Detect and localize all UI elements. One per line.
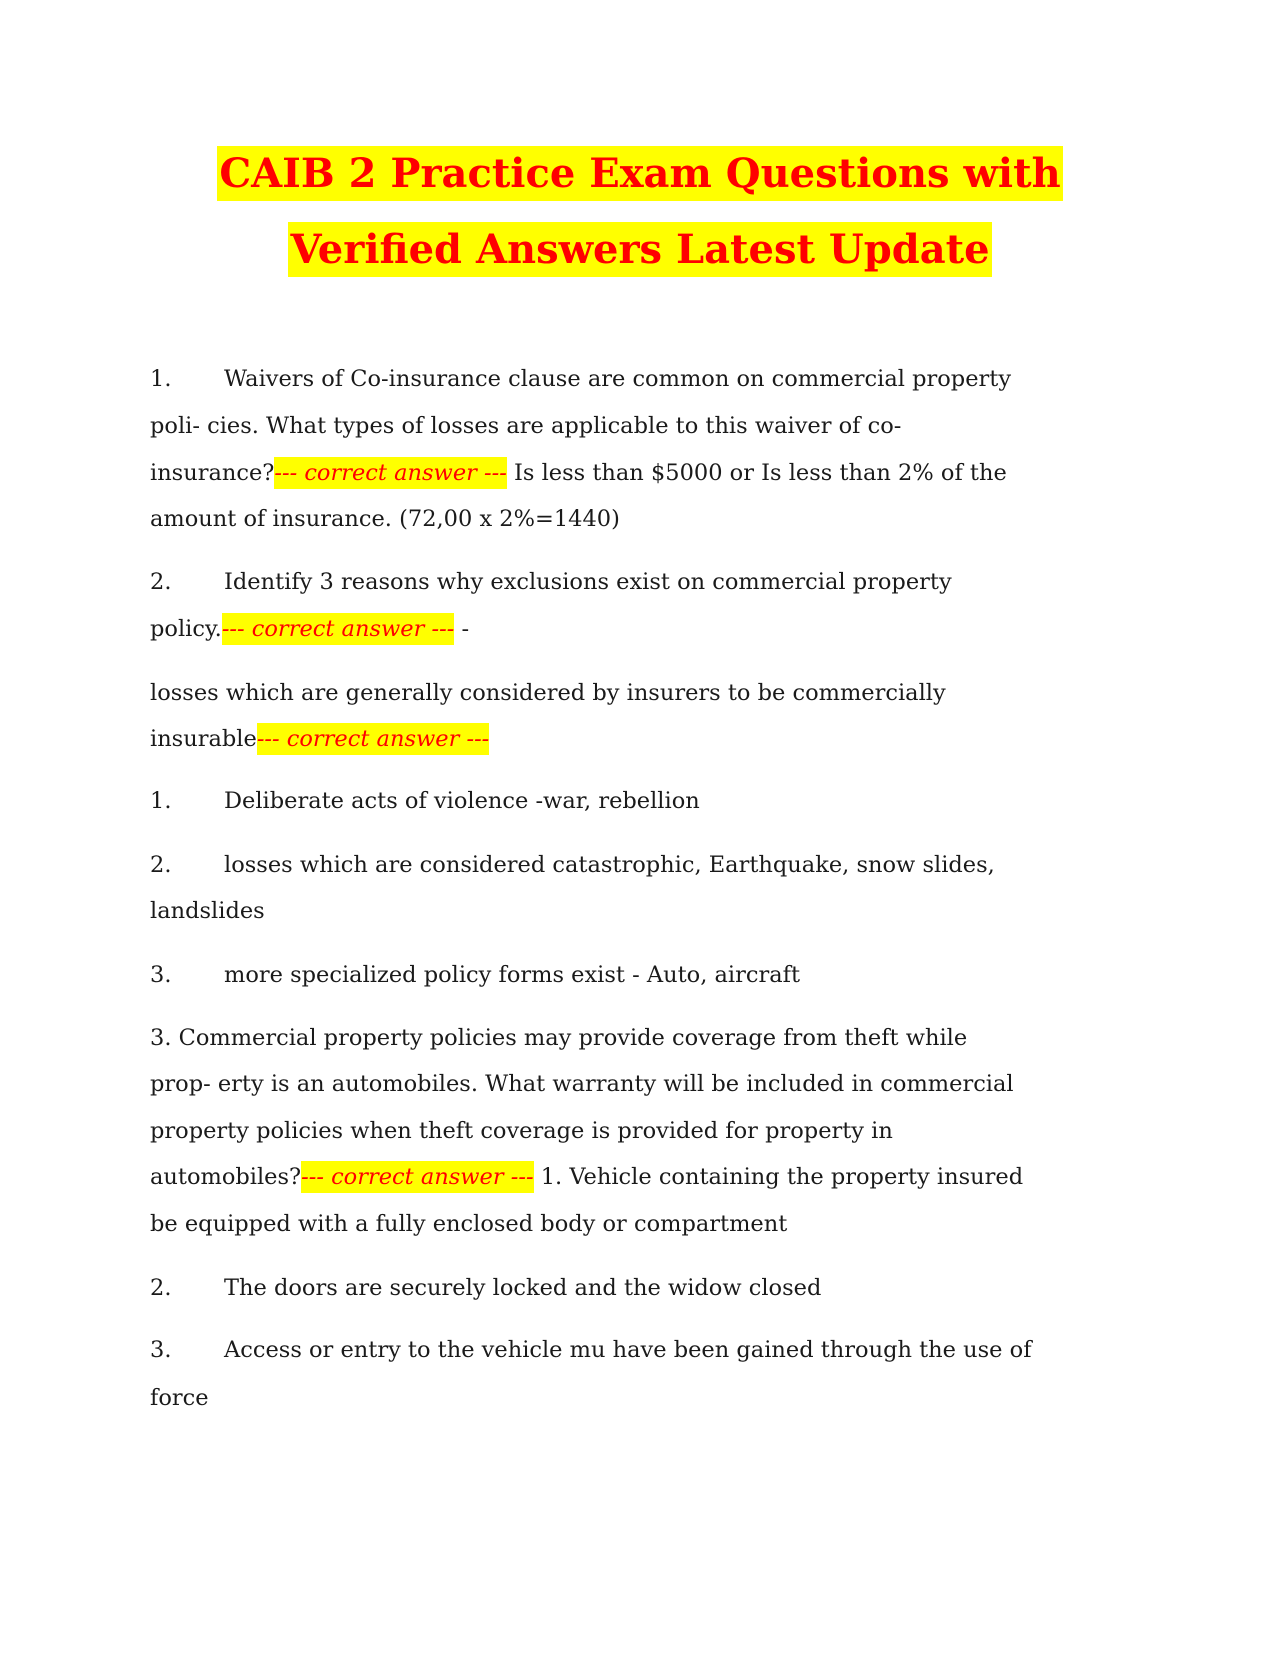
text-line — [150, 1069, 1014, 1099]
text-segment: Identify 3 reasons why exclusions exist on commercial property — [224, 569, 952, 595]
text-segment: policy. — [150, 616, 222, 642]
text-segment: Deliberate acts of violence -war, rebellion — [224, 788, 700, 814]
text-segment: force — [150, 1385, 209, 1411]
text-line — [150, 1335, 1032, 1365]
text-line — [150, 1023, 967, 1053]
text-segment: insurance? — [150, 460, 275, 486]
text-segment: landslides — [150, 898, 265, 924]
text-line — [150, 411, 901, 441]
list-number: 2. — [150, 852, 172, 878]
list-number: 3. — [150, 962, 172, 988]
list-number: 1. — [150, 788, 172, 814]
list-number: 1. — [150, 366, 172, 392]
text-line — [150, 1116, 893, 1146]
document-title-line-2 — [0, 226, 1280, 273]
text-line — [150, 724, 489, 754]
text-segment: losses which are generally considered by insurers to be commercially — [150, 680, 946, 706]
text-line — [150, 458, 1007, 488]
text-line — [150, 364, 1011, 394]
text-segment: Is less than $5000 or Is less than 2% of the — [506, 460, 1007, 486]
text-segment: be equipped with a fully enclosed body or compartment — [150, 1211, 788, 1237]
text-line — [150, 1162, 1023, 1192]
text-line — [150, 786, 700, 816]
text-segment: prop- erty is an automobiles. What warranty will be included in commercial — [150, 1071, 1014, 1097]
correct-answer-marker: --- correct answer --- — [257, 723, 489, 755]
text-segment: 1. Vehicle containing the property insured — [533, 1164, 1024, 1190]
title-text: Verified Answers Latest Update — [288, 222, 991, 277]
correct-answer-marker: --- correct answer --- — [222, 613, 454, 645]
text-line — [150, 1273, 821, 1303]
text-segment: Access or entry to the vehicle mu have been gained through the use of — [224, 1337, 1032, 1363]
list-number: 3. — [150, 1337, 172, 1363]
text-segment: Waivers of Co-insurance clause are common on commercial property — [224, 366, 1012, 392]
text-line — [150, 504, 620, 534]
text-line — [150, 960, 800, 990]
text-line — [150, 614, 469, 644]
text-segment: poli- cies. What types of losses are applicable to this waiver of co- — [150, 413, 902, 439]
text-segment: automobiles? — [150, 1164, 302, 1190]
text-line — [150, 1209, 787, 1239]
text-segment: insurable — [150, 726, 257, 752]
text-line — [150, 678, 946, 708]
text-segment: losses which are considered catastrophic, Earthquake, snow slides, — [224, 852, 995, 878]
correct-answer-marker: --- correct answer --- — [274, 457, 506, 489]
text-segment: 3. Commercial property policies may provide coverage from theft while — [150, 1025, 968, 1051]
text-segment: The doors are securely locked and the widow closed — [224, 1275, 822, 1301]
document-title-line-1 — [0, 150, 1280, 197]
title-text: CAIB 2 Practice Exam Questions with — [217, 146, 1062, 201]
text-segment: more specialized policy forms exist - Auto, aircraft — [224, 962, 801, 988]
list-number: 2. — [150, 1275, 172, 1301]
list-number: 2. — [150, 569, 172, 595]
text-segment: - — [454, 616, 470, 642]
text-line — [150, 1383, 209, 1413]
text-line — [150, 567, 952, 597]
text-segment: property policies when theft coverage is provided for property in — [150, 1118, 893, 1144]
text-segment: amount of insurance. (72,00 x 2%=1440) — [150, 506, 620, 532]
text-line — [150, 896, 265, 926]
text-line — [150, 850, 995, 880]
correct-answer-marker: --- correct answer --- — [301, 1161, 533, 1193]
